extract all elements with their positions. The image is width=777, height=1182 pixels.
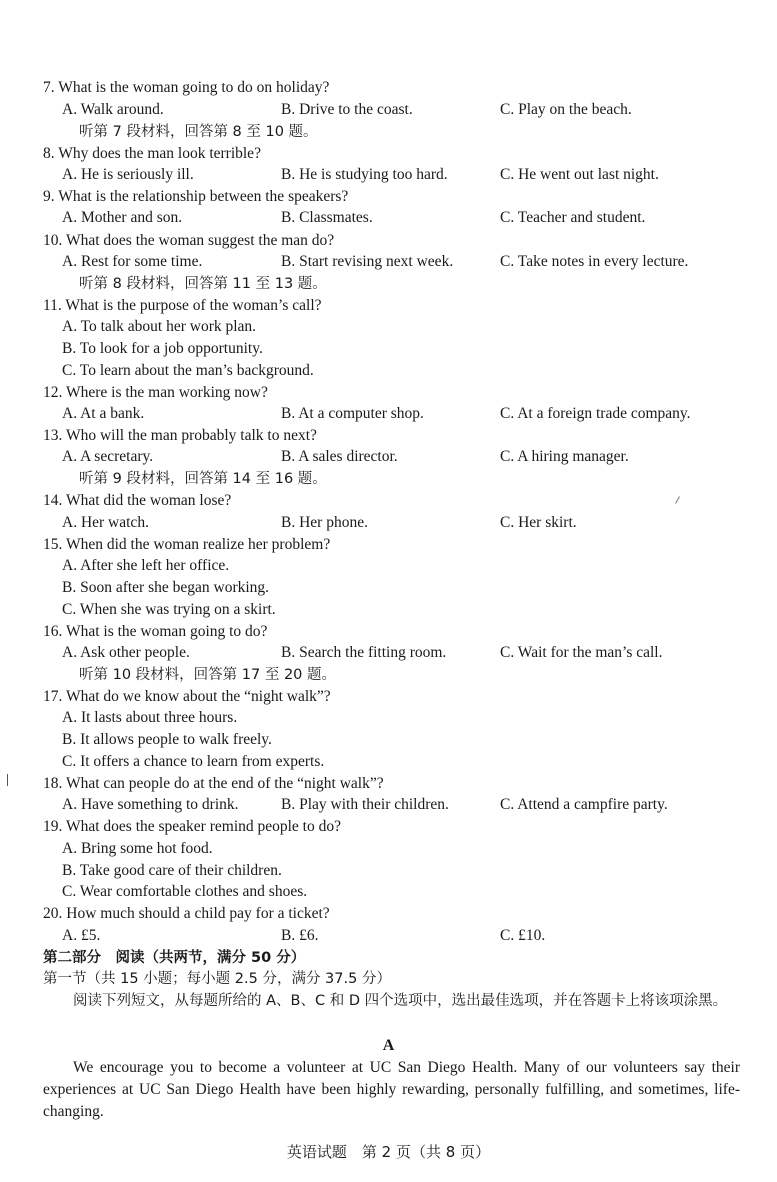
question-10-stem: 10. What does the woman suggest the man do? [43,232,335,249]
q18-option-a: A. Have something to drink. [62,796,239,813]
q10-option-c: C. Take notes in every lecture. [500,253,689,270]
q19-option-b: B. Take good care of their children. [62,862,282,879]
q15-option-c: C. When she was trying on a skirt. [62,601,276,618]
q16-option-b: B. Search the fitting room. [281,644,447,661]
question-13-stem: 13. Who will the man probably talk to next? [43,427,317,444]
q12-option-c: C. At a foreign trade company. [500,405,691,422]
q14-option-c: C. Her skirt. [500,514,577,531]
q13-option-a: A. A secretary. [62,448,154,465]
section-one-subtitle: 第一节（共 15 小题；每小题 2.5 分，满分 37.5 分） [43,971,391,987]
q11-option-b: B. To look for a job opportunity. [62,340,263,357]
q20-option-a: A. £5. [62,927,101,944]
question-15-stem: 15. When did the woman realize her problem? [43,536,331,553]
question-7-stem: 7. What is the woman going to do on holiday? [43,79,330,96]
q20-option-c: C. £10. [500,927,546,944]
q14-option-a: A. Her watch. [62,514,149,531]
question-11-stem: 11. What is the purpose of the woman’s call? [43,297,322,314]
q11-option-a: A. To talk about her work plan. [62,318,257,335]
question-17-stem: 17. What do we know about the “night walk”? [43,688,331,705]
question-9-stem: 9. What is the relationship between the speakers? [43,188,349,205]
q7-option-b: B. Drive to the coast. [281,101,413,118]
q9-option-a: A. Mother and son. [62,209,183,226]
q16-option-c: C. Wait for the man’s call. [500,644,663,661]
q15-option-a: A. After she left her office. [62,557,230,574]
q17-option-b: B. It allows people to walk freely. [62,731,272,748]
q19-option-c: C. Wear comfortable clothes and shoes. [62,883,308,900]
q13-option-b: B. A sales director. [281,448,398,465]
question-18-stem: 18. What can people do at the end of the “night walk”? [43,775,384,792]
q13-option-c: C. A hiring manager. [500,448,629,465]
section-10-header: 听第 10 段材料，回答第 17 至 20 题。 [79,667,337,683]
question-8-stem: 8. Why does the man look terrible? [43,145,261,162]
q20-option-b: B. £6. [281,927,319,944]
q16-option-a: A. Ask other people. [62,644,190,661]
passage-a-text: We encourage you to become a volunteer at UC San Diego Health. Many of our volunteers say their experiences at UC San Diego Health have been highly rewarding, personally fulfilling, and sometimes, life-changing. [43,1059,740,1120]
q10-option-b: B. Start revising next week. [281,253,454,270]
q8-option-b: B. He is studying too hard. [281,166,448,183]
passage-a-paragraph [43,1057,740,1123]
passage-letter: A [382,1037,395,1054]
q18-option-b: B. Play with their children. [281,796,449,813]
q8-option-a: A. He is seriously ill. [62,166,194,183]
q8-option-c: C. He went out last night. [500,166,659,183]
q9-option-c: C. Teacher and student. [500,209,646,226]
q10-option-a: A. Rest for some time. [62,253,203,270]
section-9-header: 听第 9 段材料，回答第 14 至 16 题。 [79,471,327,487]
q9-option-b: B. Classmates. [281,209,373,226]
q15-option-b: B. Soon after she began working. [62,579,270,596]
q14-option-b: B. Her phone. [281,514,368,531]
q12-option-b: B. At a computer shop. [281,405,424,422]
question-16-stem: 16. What is the woman going to do? [43,623,268,640]
q17-option-c: C. It offers a chance to learn from experts. [62,753,325,770]
q17-option-a: A. It lasts about three hours. [62,709,238,726]
page-footer: 英语试题 第 2 页（共 8 页） [286,1143,491,1161]
question-14-stem: 14. What did the woman lose? [43,492,232,509]
section-8-header: 听第 8 段材料，回答第 11 至 13 题。 [79,276,327,292]
scan-mark-right [675,496,680,503]
q19-option-a: A. Bring some hot food. [62,840,213,857]
q18-option-c: C. Attend a campfire party. [500,796,668,813]
question-12-stem: 12. Where is the man working now? [43,384,268,401]
q11-option-c: C. To learn about the man’s background. [62,362,314,379]
question-20-stem: 20. How much should a child pay for a ticket? [43,905,330,922]
section-7-header: 听第 7 段材料，回答第 8 至 10 题。 [79,124,318,140]
q12-option-a: A. At a bank. [62,405,145,422]
reading-instruction: 阅读下列短文，从每题所给的 A、B、C 和 D 四个选项中，选出最佳选项，并在答题卡上将该项涂黑。 [73,993,728,1009]
question-19-stem: 19. What does the speaker remind people to do? [43,818,341,835]
q7-option-a: A. Walk around. [62,101,164,118]
part-two-title: 第二部分 阅读（共两节，满分 50 分） [43,950,306,966]
scan-mark-left [7,774,8,786]
q7-option-c: C. Play on the beach. [500,101,632,118]
